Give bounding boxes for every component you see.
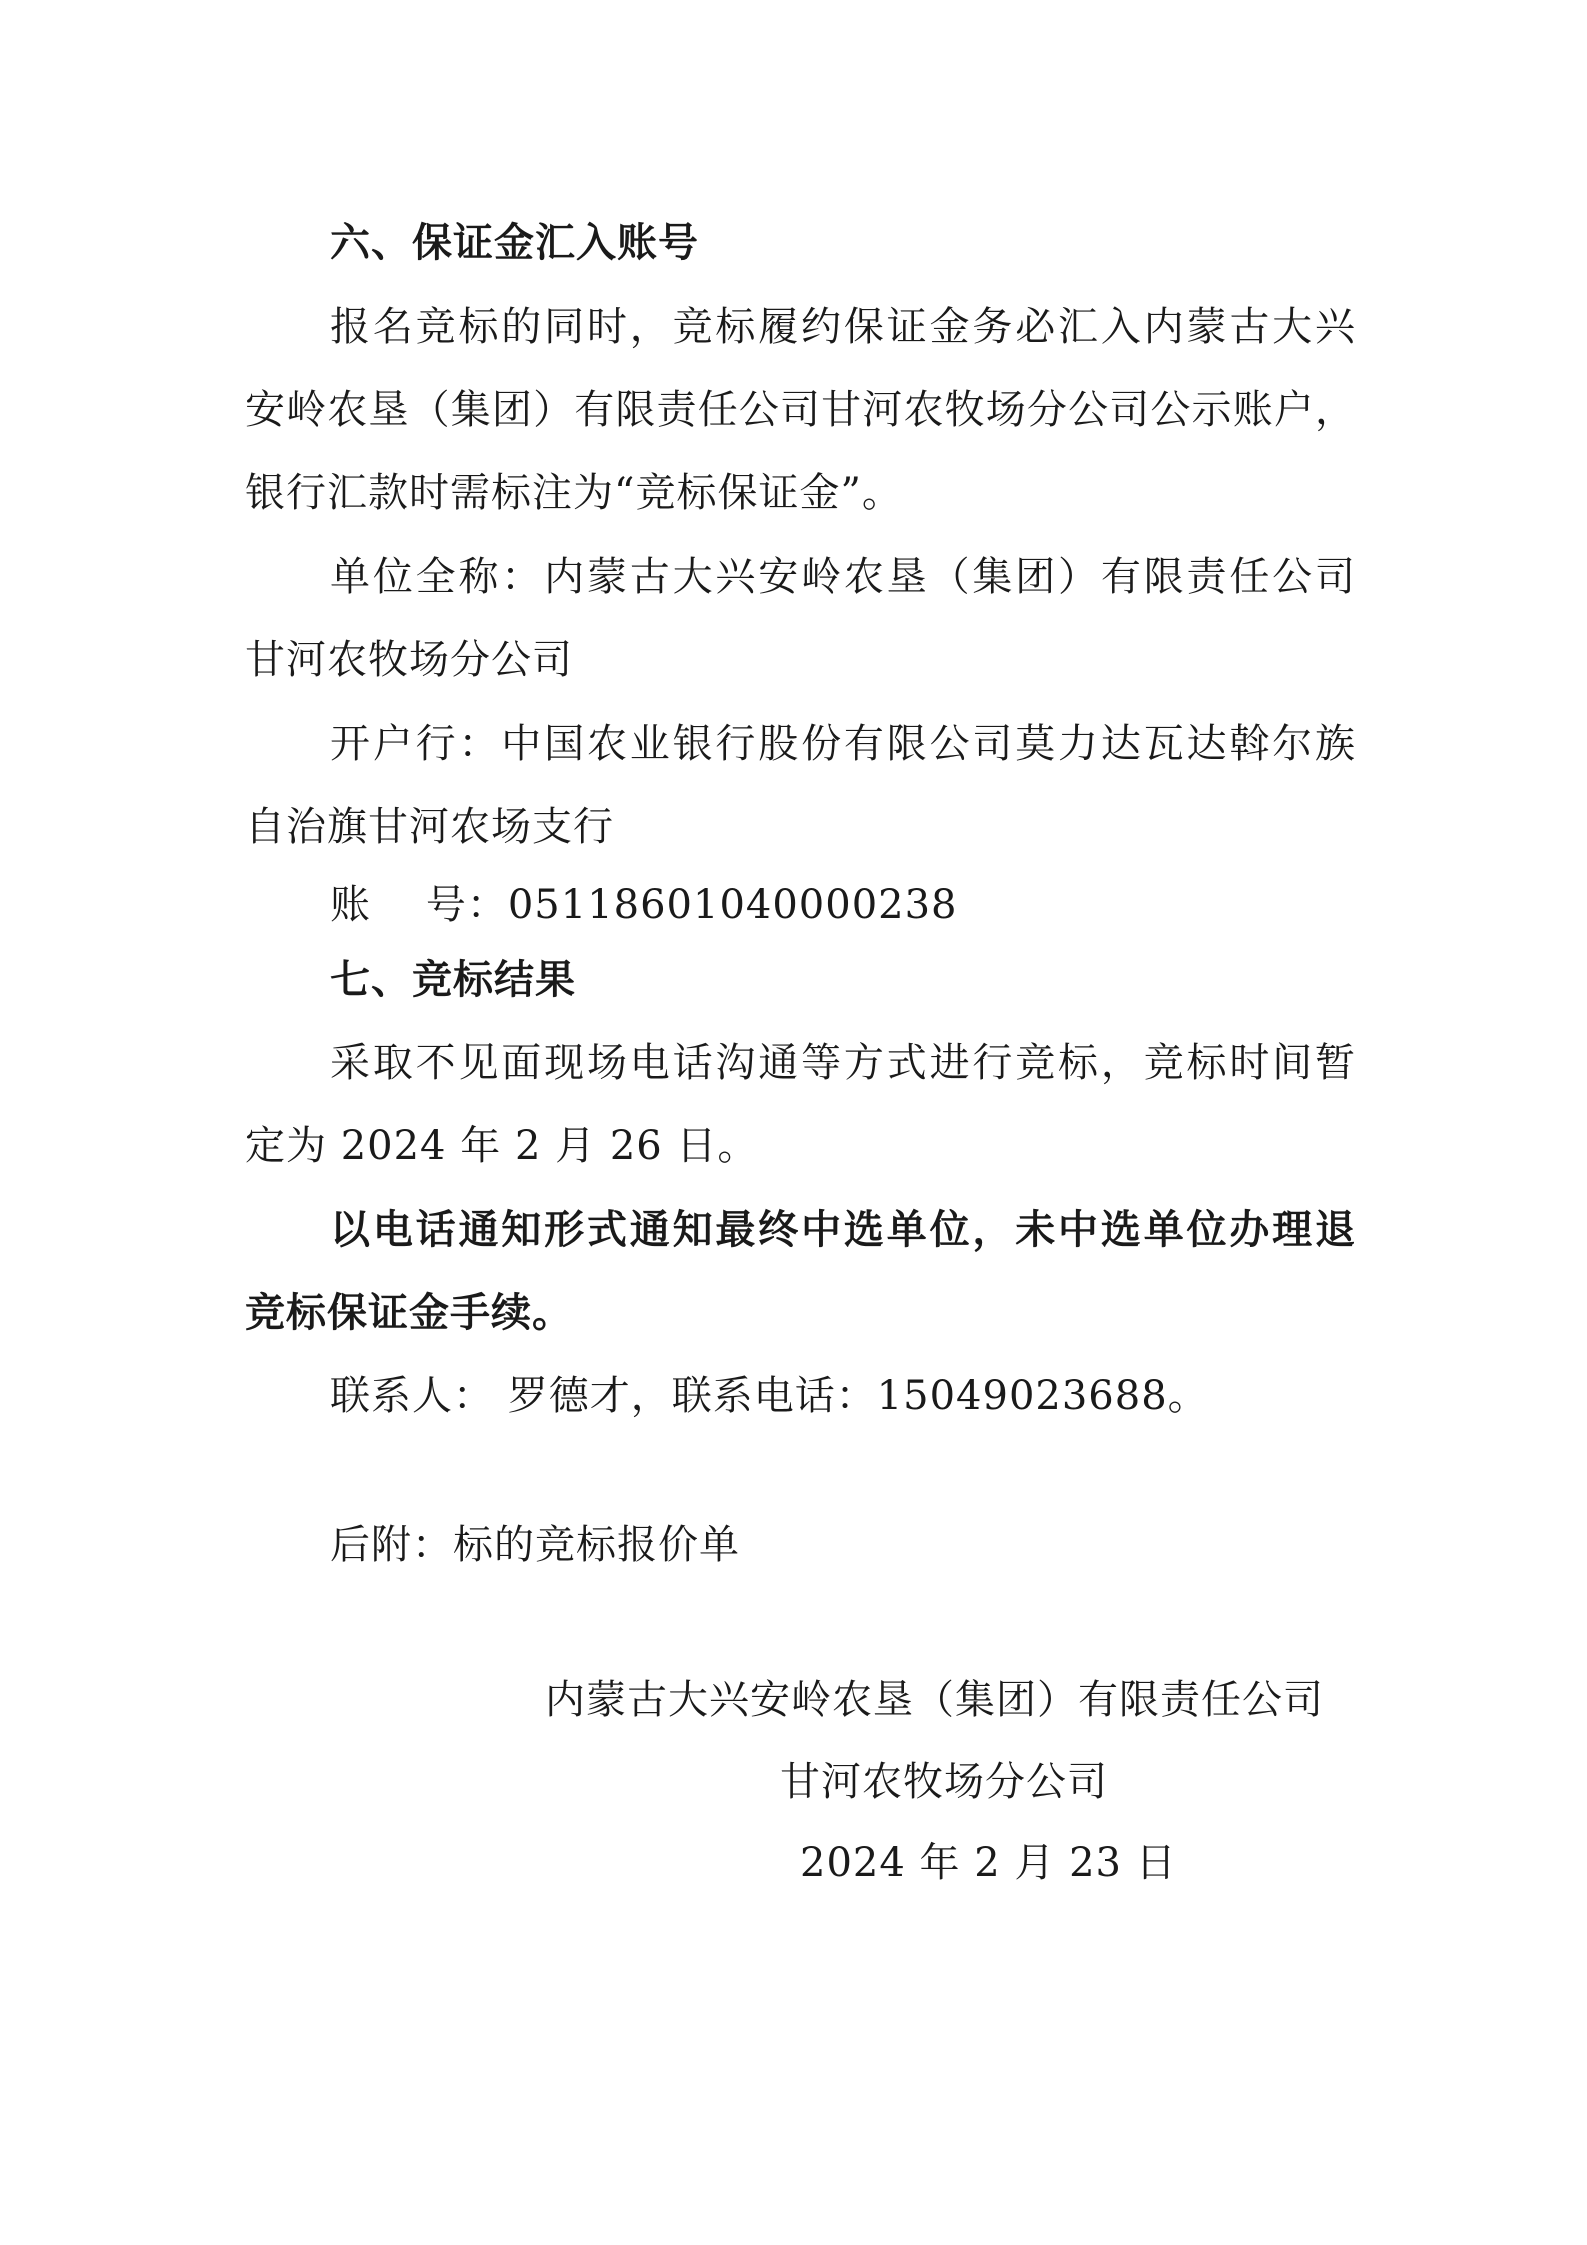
paragraph-line: 安岭农垦（集团）有限责任公司甘河农牧场分公司公示账户， bbox=[245, 387, 1355, 433]
attachment-note: 后附：标的竞标报价单 bbox=[330, 1522, 740, 1568]
bank-line: 开户行：中国农业银行股份有限公司莫力达瓦达斡尔族 bbox=[330, 721, 1355, 767]
contact-line: 联系人： 罗德才，联系电话：15049023688。 bbox=[330, 1373, 1209, 1419]
paragraph-line: 定为 2024 年 2 月 26 日。 bbox=[245, 1123, 759, 1169]
paragraph-line: 银行汇款时需标注为“竞标保证金”。 bbox=[245, 470, 903, 516]
bank-line: 自治旗甘河农场支行 bbox=[245, 804, 614, 850]
paragraph-line: 竞标保证金手续。 bbox=[245, 1289, 573, 1336]
section-heading-deposit-account: 六、保证金汇入账号 bbox=[330, 219, 699, 266]
unit-name-line: 单位全称：内蒙古大兴安岭农垦（集团）有限责任公司 bbox=[330, 554, 1355, 600]
account-number: 账 号：05118601040000238 bbox=[330, 882, 958, 928]
paragraph-line: 报名竞标的同时，竞标履约保证金务必汇入内蒙古大兴 bbox=[330, 304, 1355, 350]
unit-name-line: 甘河农牧场分公司 bbox=[245, 637, 573, 683]
signature-organization: 内蒙古大兴安岭农垦（集团）有限责任公司 bbox=[545, 1677, 1324, 1723]
paragraph-line: 以电话通知形式通知最终中选单位，未中选单位办理退 bbox=[330, 1206, 1355, 1253]
signature-branch: 甘河农牧场分公司 bbox=[780, 1759, 1108, 1805]
paragraph-line: 采取不见面现场电话沟通等方式进行竞标，竞标时间暂 bbox=[330, 1040, 1355, 1086]
signature-date: 2024 年 2 月 23 日 bbox=[800, 1840, 1177, 1886]
section-heading-bid-result: 七、竞标结果 bbox=[330, 956, 576, 1003]
